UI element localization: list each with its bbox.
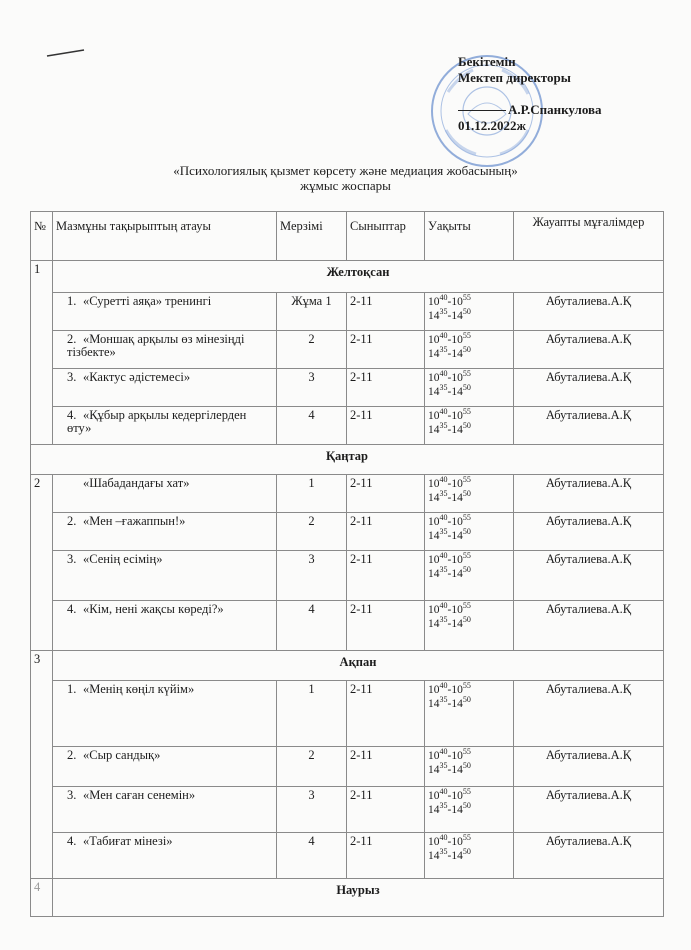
term-cell: 3 bbox=[277, 369, 347, 407]
topic-text: «Сенің есімің» bbox=[83, 552, 163, 566]
header-responsible: Жауапты мұғалімдер bbox=[514, 212, 664, 261]
topic-text: «Табиғат мінезі» bbox=[83, 834, 173, 848]
responsible-cell: Абуталиева.А.Қ bbox=[514, 833, 664, 879]
topic-text: «Мен саған сенемін» bbox=[83, 788, 196, 802]
item-number: 2. bbox=[67, 748, 77, 762]
month-label: Желтоқсан bbox=[53, 261, 664, 293]
month-label: Наурыз bbox=[53, 879, 664, 917]
section-number: 4 bbox=[31, 879, 53, 917]
topic-text: «Сыр сандық» bbox=[83, 748, 161, 762]
month-row bbox=[31, 261, 664, 293]
table-row bbox=[31, 331, 664, 369]
grades-cell: 2-11 bbox=[347, 369, 425, 407]
table-row bbox=[31, 407, 664, 445]
term-cell: Жұма 1 bbox=[277, 293, 347, 331]
item-number: 4. bbox=[67, 834, 77, 848]
time-cell: $10^{40}-10^{55}$ $14^{35}-14^{50}$ bbox=[425, 369, 514, 407]
header-topic: Мазмұны тақырыптың атауы bbox=[53, 212, 277, 261]
title-line-2: жұмыс жоспары bbox=[300, 178, 391, 193]
approval-block bbox=[458, 54, 602, 134]
item-number: 3. bbox=[67, 370, 77, 384]
topic-cell bbox=[53, 551, 277, 601]
grades-cell: 2-11 bbox=[347, 787, 425, 833]
table-row bbox=[31, 601, 664, 651]
term-cell: 1 bbox=[277, 475, 347, 513]
approval-heading: Бекітемін bbox=[458, 54, 516, 69]
item-number: 3. bbox=[67, 552, 77, 566]
time-cell: $10^{40}-10^{55}$ $14^{35}-14^{50}$ bbox=[425, 331, 514, 369]
director-name: А.Р.Спанкулова bbox=[508, 102, 602, 117]
table-row bbox=[31, 681, 664, 747]
topic-cell bbox=[53, 513, 277, 551]
section-number: 1 bbox=[31, 261, 53, 445]
term-cell: 3 bbox=[277, 787, 347, 833]
item-number: 4. bbox=[67, 602, 77, 616]
topic-cell bbox=[53, 787, 277, 833]
time-cell: $10^{40}-10^{55}$ $14^{35}-14^{50}$ bbox=[425, 681, 514, 747]
topic-cell bbox=[53, 747, 277, 787]
topic-cell bbox=[53, 331, 277, 369]
topic-cell bbox=[53, 369, 277, 407]
grades-cell: 2-11 bbox=[347, 407, 425, 445]
term-cell: 2 bbox=[277, 747, 347, 787]
grades-cell: 2-11 bbox=[347, 551, 425, 601]
responsible-cell: Абуталиева.А.Қ bbox=[514, 681, 664, 747]
responsible-cell: Абуталиева.А.Қ bbox=[514, 407, 664, 445]
pen-mark bbox=[46, 48, 86, 58]
time-cell: $10^{40}-10^{55}$ $14^{35}-14^{50}$ bbox=[425, 407, 514, 445]
term-cell: 2 bbox=[277, 331, 347, 369]
table-header-row bbox=[31, 212, 664, 261]
term-cell: 4 bbox=[277, 601, 347, 651]
responsible-cell: Абуталиева.А.Қ bbox=[514, 293, 664, 331]
signature-line bbox=[458, 110, 506, 111]
month-row bbox=[31, 879, 664, 917]
table-row bbox=[31, 293, 664, 331]
time-cell: $10^{40}-10^{55}$ $14^{35}-14^{50}$ bbox=[425, 513, 514, 551]
time-cell: $10^{40}-10^{55}$ $14^{35}-14^{50}$ bbox=[425, 787, 514, 833]
grades-cell: 2-11 bbox=[347, 293, 425, 331]
title-line-1: «Психологиялық қызмет көрсету және медиация жобасының» bbox=[173, 163, 518, 178]
topic-cell bbox=[53, 293, 277, 331]
responsible-cell: Абуталиева.А.Қ bbox=[514, 513, 664, 551]
term-cell: 1 bbox=[277, 681, 347, 747]
table-row bbox=[31, 787, 664, 833]
header-grades: Сыныптар bbox=[347, 212, 425, 261]
section-number: 3 bbox=[31, 651, 53, 879]
term-cell: 3 bbox=[277, 551, 347, 601]
table-row bbox=[31, 475, 664, 513]
document-title bbox=[0, 163, 691, 193]
topic-cell bbox=[53, 475, 277, 513]
approval-date: 01.12.2022ж bbox=[458, 118, 526, 133]
table-row bbox=[31, 369, 664, 407]
grades-cell: 2-11 bbox=[347, 747, 425, 787]
month-label: Қаңтар bbox=[31, 445, 664, 475]
month-row bbox=[31, 445, 664, 475]
grades-cell: 2-11 bbox=[347, 833, 425, 879]
table-row bbox=[31, 833, 664, 879]
responsible-cell: Абуталиева.А.Қ bbox=[514, 551, 664, 601]
month-label: Ақпан bbox=[53, 651, 664, 681]
item-number: 1. bbox=[67, 682, 77, 696]
table-row bbox=[31, 551, 664, 601]
time-cell: $10^{40}-10^{55}$ $14^{35}-14^{50}$ bbox=[425, 551, 514, 601]
item-number: 2. bbox=[67, 514, 77, 528]
header-term: Мерзімі bbox=[277, 212, 347, 261]
responsible-cell: Абуталиева.А.Қ bbox=[514, 475, 664, 513]
topic-text: «Кактус әдістемесі» bbox=[83, 370, 191, 384]
time-cell: $10^{40}-10^{55}$ $14^{35}-14^{50}$ bbox=[425, 293, 514, 331]
header-time: Уақыты bbox=[425, 212, 514, 261]
grades-cell: 2-11 bbox=[347, 475, 425, 513]
topic-text: «Мен –ғажаппын!» bbox=[83, 514, 186, 528]
grades-cell: 2-11 bbox=[347, 601, 425, 651]
responsible-cell: Абуталиева.А.Қ bbox=[514, 787, 664, 833]
topic-text: «Суретті аяқа» тренингі bbox=[83, 294, 212, 308]
section-number: 2 bbox=[31, 475, 53, 651]
item-number: 4. bbox=[67, 408, 77, 422]
topic-text: «Құбыр арқылы кедергілерден өту» bbox=[67, 408, 247, 435]
term-cell: 4 bbox=[277, 407, 347, 445]
topic-cell bbox=[53, 407, 277, 445]
responsible-cell: Абуталиева.А.Қ bbox=[514, 747, 664, 787]
topic-text: «Кім, нені жақсы көреді?» bbox=[83, 602, 224, 616]
responsible-cell: Абуталиева.А.Қ bbox=[514, 601, 664, 651]
plan-table bbox=[30, 211, 664, 917]
grades-cell: 2-11 bbox=[347, 681, 425, 747]
topic-cell bbox=[53, 601, 277, 651]
topic-text: «Моншақ арқылы өз мінезіңді тізбекте» bbox=[67, 332, 245, 359]
term-cell: 2 bbox=[277, 513, 347, 551]
topic-text: «Менің көңіл күйім» bbox=[83, 682, 195, 696]
approval-position: Мектеп директоры bbox=[458, 70, 571, 85]
time-cell: $10^{40}-10^{55}$ $14^{35}-14^{50}$ bbox=[425, 747, 514, 787]
topic-cell bbox=[53, 833, 277, 879]
time-cell: $10^{40}-10^{55}$ $14^{35}-14^{50}$ bbox=[425, 475, 514, 513]
grades-cell: 2-11 bbox=[347, 513, 425, 551]
month-row bbox=[31, 651, 664, 681]
item-number: 1. bbox=[67, 294, 77, 308]
table-row bbox=[31, 747, 664, 787]
topic-text: «Шабадандағы хат» bbox=[83, 476, 190, 490]
term-cell: 4 bbox=[277, 833, 347, 879]
responsible-cell: Абуталиева.А.Қ bbox=[514, 369, 664, 407]
header-number: № bbox=[31, 212, 53, 261]
grades-cell: 2-11 bbox=[347, 331, 425, 369]
time-cell: $10^{40}-10^{55}$ $14^{35}-14^{50}$ bbox=[425, 833, 514, 879]
table-row bbox=[31, 513, 664, 551]
time-cell: $10^{40}-10^{55}$ $14^{35}-14^{50}$ bbox=[425, 601, 514, 651]
responsible-cell: Абуталиева.А.Қ bbox=[514, 331, 664, 369]
item-number: 3. bbox=[67, 788, 77, 802]
item-number: 2. bbox=[67, 332, 77, 346]
topic-cell bbox=[53, 681, 277, 747]
